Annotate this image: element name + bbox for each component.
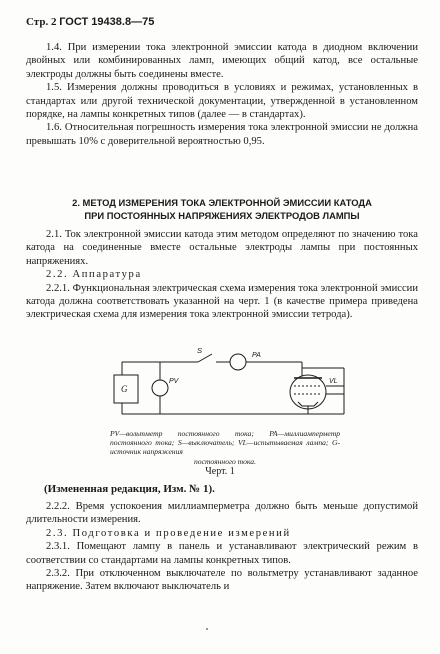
lamp-label: VL [329,378,338,385]
intro-paragraphs [26,41,418,148]
paragraph-2-2-1: 2.2.1. Функциональная электрическая схема измерения тока электронной эмиссии катода должна соответствовать указанной на черт. 1 (в качестве примера приведена электрическая схема для измерения тока электронной эмиссии тетрода). [26,282,418,321]
paragraph-2-3-2: 2.3.2. При отключенном выключателе по вольтметру устанавливают заданное напряжение. Затем включают выключатель и [26,568,418,593]
page-header [26,16,154,28]
paragraph-2-1: 2.1. Ток электронной эмиссии катода этим методом определяют по значению тока катода на соединенные вместе остальные электроды лампы при постоянных напряжениях. [26,229,418,267]
heading-apparatus: 2.2. Аппаратура [46,269,142,281]
paragraph-2-2 [26,268,418,281]
paragraph-1-6: 1.6. Относительная погрешность измерения тока электронной эмиссии не должна превышать 10% с доверительной вероятностью 0,95. [26,122,418,147]
section-title-line-2: ПРИ ПОСТОЯННЫХ НАПРЯЖЕНИЯХ ЭЛЕКТРОДОВ ЛАМПЫ [84,210,360,221]
caption-legend: PV—вольтметр постоянного тока; PA—миллиамперметр постоянного тока; S—выключатель; VL—испытываемая лампа; G- источник напряжения [110,429,340,457]
voltmeter-symbol [152,380,168,396]
heading-preparation: 2.3. Подготовка и проведение измерений [46,527,291,539]
caption-legend-end: постоянного тока. [193,456,256,466]
figure-caption [110,429,340,466]
ammeter-label: PA [252,352,261,359]
page-speck [206,628,208,630]
paragraph-2-3-1: 2.3.1. Помещают лампу в панель и устанавливают электрический режим в соответствии со стандартами на лампы конкретных типов. [26,541,418,566]
method-paragraphs [26,228,418,322]
closing-paragraphs [26,500,418,594]
generator-label: G [121,384,128,394]
paragraph-1-5: 1.5. Измерения должны проводиться в условиях и режимах, установленных в стандартах или другой технической документации, утвержденной в установленном порядке, на лампы конкретных типов (далее — в стандартах). [26,82,418,121]
paragraph-1-4: 1.4. При измерении тока электронной эмиссии катода в диодном включении двойных или комбинированных ламп, имеющих общий катод, все остальные электроды должны быть соединены вместе. [26,42,418,80]
paragraph-2-2-2: 2.2.2. Время успокоения миллиамперметра должно быть меньше допустимой длительности измерения. [26,501,418,526]
figure-number: Черт. 1 [205,466,235,477]
ammeter-symbol [230,354,246,370]
circuit-diagram [112,346,362,426]
switch-label: S [197,346,203,355]
section-title-line-1: 2. МЕТОД ИЗМЕРЕНИЯ ТОКА ЭЛЕКТРОННОЙ ЭМИССИИ КАТОДА [72,197,372,208]
voltmeter-label: PV [169,378,179,385]
paragraph-2-3 [26,527,418,540]
lamp-envelope [290,375,326,409]
section-title [26,196,418,222]
standard-number: ГОСТ 19438.8—75 [59,16,155,28]
switch-blade [198,354,212,362]
amendment-note: (Измененная редакция, Изм. № 1). [44,483,215,495]
page-number: Стр. 2 [26,16,57,28]
